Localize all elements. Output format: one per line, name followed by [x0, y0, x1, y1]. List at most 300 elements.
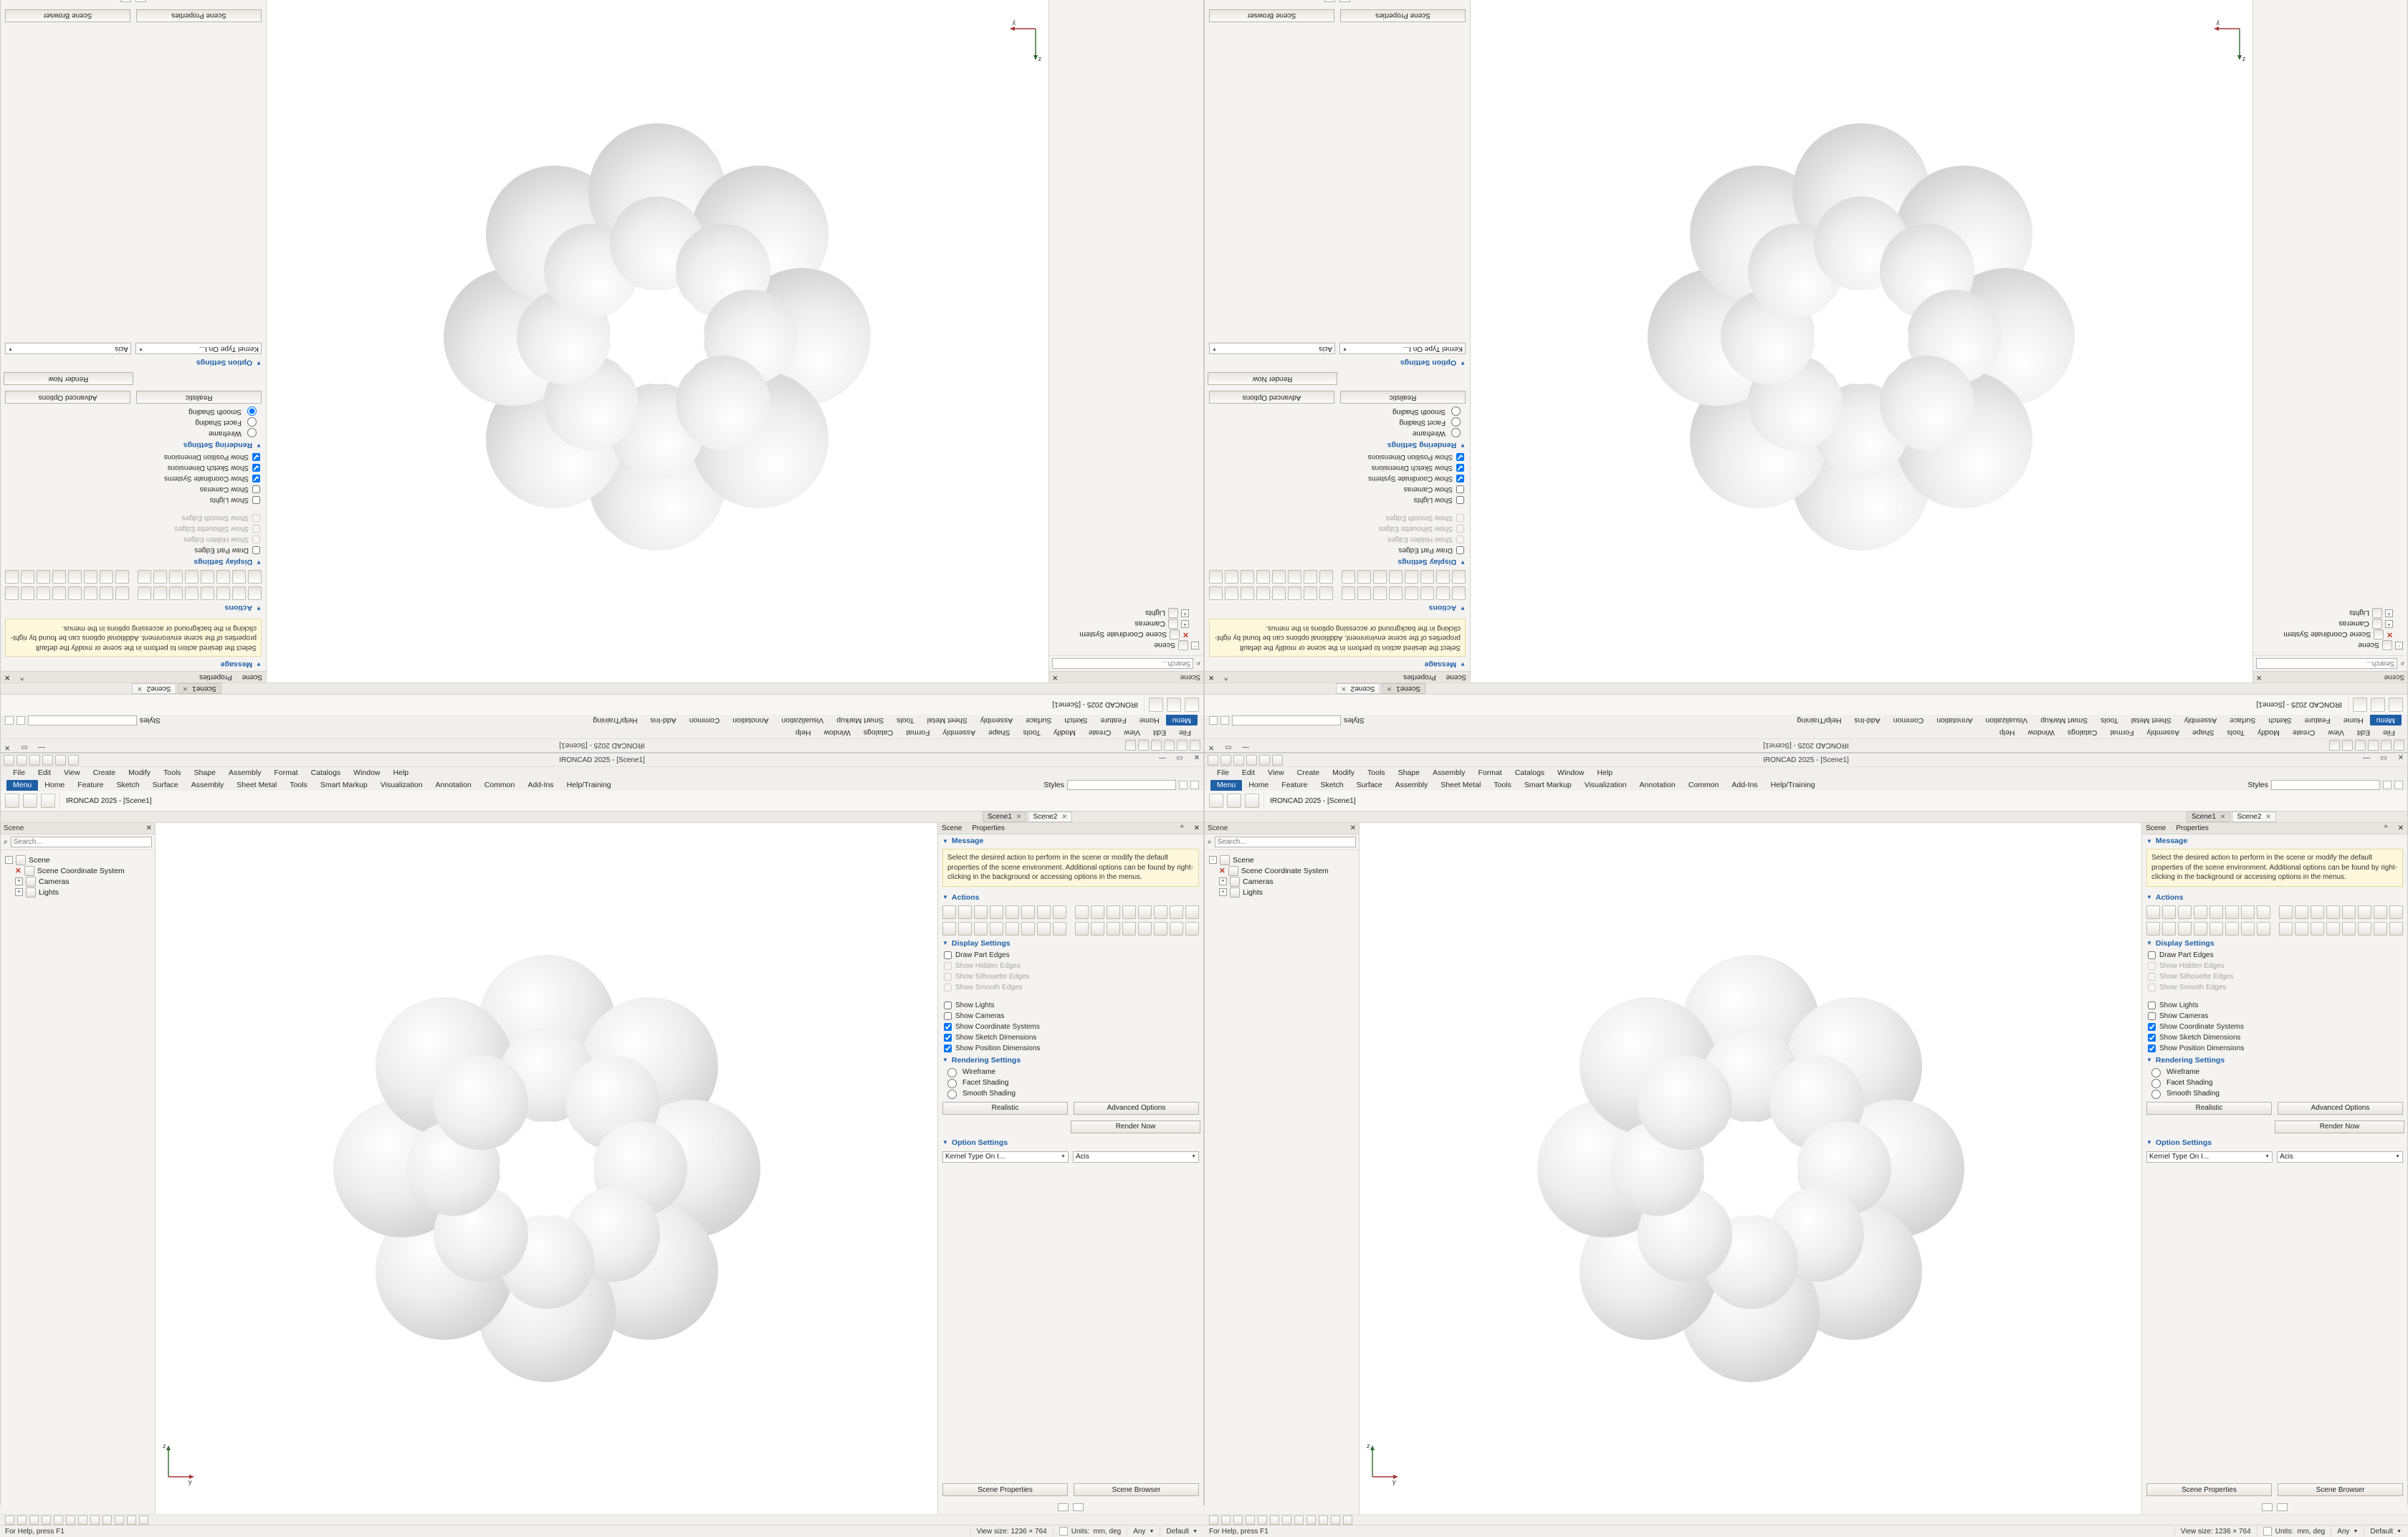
ribbon-search-input[interactable]	[28, 715, 137, 725]
show-cameras-checkbox[interactable]	[944, 1012, 952, 1020]
texture-icon[interactable]	[2326, 922, 2340, 936]
ribbon-tab-bar[interactable]	[1205, 715, 2407, 727]
actions-row-2[interactable]	[2142, 920, 2275, 937]
print-icon[interactable]	[1125, 741, 1136, 751]
document-tab-strip[interactable]	[1, 812, 1203, 823]
dock-right-icon[interactable]	[1073, 1503, 1084, 1511]
tab-add-ins[interactable]: Add-Ins	[650, 716, 677, 725]
tab-add-ins[interactable]: Add-Ins	[527, 781, 554, 789]
help-icon[interactable]	[1190, 781, 1199, 789]
show-sketch-dimensions-checkbox[interactable]	[252, 465, 260, 472]
show-hidden-edges-checkbox[interactable]	[252, 536, 260, 544]
chevron-down-icon[interactable]: ▼	[1460, 360, 1466, 366]
tab-visualization[interactable]: Visualization	[781, 716, 824, 725]
tab-sheet-metal[interactable]: Sheet Metal	[2131, 716, 2172, 725]
advanced-options-button[interactable]: Advanced Options	[1074, 1102, 1199, 1115]
shell-icon[interactable]	[1256, 587, 1270, 601]
tab-help-training[interactable]: Help/Training	[593, 716, 638, 725]
close-icon[interactable]: ✕	[2220, 813, 2226, 820]
hidden-marker-icon[interactable]: ✕	[2386, 630, 2393, 639]
menu-format[interactable]: Format	[274, 768, 298, 777]
select-icon[interactable]	[942, 905, 956, 919]
tree-node-scene[interactable]	[4, 855, 152, 865]
viewport[interactable]	[156, 823, 937, 1514]
rendering-buttons[interactable]	[1, 389, 266, 407]
show-sketch-dimensions-checkbox[interactable]	[1456, 465, 1464, 472]
scene-properties-button[interactable]: Scene Properties	[2146, 1483, 2272, 1496]
help-icon[interactable]	[5, 716, 14, 725]
model-flower-ring[interactable]	[1529, 946, 1973, 1391]
chevron-down-icon[interactable]: ▼	[942, 1139, 948, 1146]
option-settings-row[interactable]	[1, 341, 266, 357]
tab-feature[interactable]: Feature	[1100, 716, 1127, 725]
grid-icon[interactable]	[1319, 1515, 1328, 1525]
camera-add-icon[interactable]	[1304, 571, 1317, 584]
show-sketch-dimensions-checkbox[interactable]	[944, 1034, 952, 1042]
front-view-icon[interactable]	[54, 1515, 63, 1525]
camera-add-icon[interactable]	[2295, 922, 2308, 936]
revolve-icon[interactable]	[1304, 587, 1317, 601]
scene-properties-button[interactable]: Scene Properties	[136, 9, 262, 22]
bottom-tool-strip[interactable]	[1, 1514, 1203, 1525]
animate-icon[interactable]	[1241, 571, 1254, 584]
checkbox-show-smooth-edges[interactable]	[2142, 982, 2275, 993]
menu-modify[interactable]: Modify	[1053, 728, 1076, 737]
slab-icon[interactable]	[1037, 922, 1051, 936]
extrude-icon[interactable]	[2279, 905, 2293, 919]
doc-tab-scene1[interactable]	[2187, 812, 2230, 822]
render-icon[interactable]	[2342, 922, 2356, 936]
select-icon[interactable]	[1452, 587, 1466, 601]
show-silhouette-edges-checkbox[interactable]	[944, 973, 952, 981]
tab-tools[interactable]: Tools	[2101, 716, 2118, 725]
properties-tab-bar[interactable]	[1, 671, 266, 682]
undo-icon[interactable]	[2355, 741, 2366, 751]
orbit-icon[interactable]	[29, 1515, 39, 1525]
tab-annotation[interactable]: Annotation	[1639, 781, 1676, 789]
menu-format[interactable]: Format	[2110, 728, 2134, 737]
menu-file[interactable]: File	[13, 768, 25, 777]
chevron-down-icon[interactable]: ▼	[942, 1057, 948, 1063]
rendering-options[interactable]	[938, 1067, 1203, 1099]
collapse-icon[interactable]: ^	[20, 673, 24, 681]
box-icon[interactable]	[2146, 922, 2160, 936]
rendering-buttons[interactable]	[2142, 1099, 2407, 1118]
rendering-options[interactable]	[2142, 1067, 2407, 1099]
tab-visualization[interactable]: Visualization	[380, 781, 423, 789]
chevron-down-icon[interactable]: ▼	[1460, 605, 1466, 612]
texture-icon[interactable]	[1272, 571, 1286, 584]
sketch-icon[interactable]	[1342, 571, 1355, 584]
menu-shape[interactable]: Shape	[194, 768, 216, 777]
close-button[interactable]: ✕	[1208, 743, 1215, 751]
show-hidden-edges-checkbox[interactable]	[1456, 536, 1464, 544]
help-icon[interactable]	[2394, 781, 2403, 789]
cylinder-icon[interactable]	[2162, 922, 2176, 936]
minimize-button[interactable]: —	[1242, 743, 1249, 751]
checkbox-show-hidden-edges[interactable]	[2142, 961, 2275, 971]
array-icon[interactable]	[1373, 587, 1387, 601]
camera-icon[interactable]	[1227, 794, 1241, 808]
menu-shape[interactable]: Shape	[1398, 768, 1420, 777]
scale-icon[interactable]	[2194, 905, 2207, 919]
chevron-down-icon[interactable]: ▼	[2146, 1057, 2152, 1063]
actions-row-3[interactable]	[1, 586, 133, 602]
polygon-icon[interactable]	[2225, 922, 2239, 936]
tab-annotation[interactable]: Annotation	[732, 716, 769, 725]
menu-create[interactable]: Create	[1088, 728, 1112, 737]
scene-browser-button[interactable]: Scene Browser	[1074, 1483, 1199, 1496]
chevron-down-icon[interactable]: ▼	[2353, 1528, 2359, 1534]
tab-sketch[interactable]: Sketch	[1064, 716, 1088, 725]
blend-icon[interactable]	[37, 587, 50, 601]
light-icon[interactable]	[41, 794, 55, 808]
quick-access-toolbar[interactable]	[1, 755, 79, 766]
chevron-down-icon[interactable]: ▼	[1212, 346, 1217, 351]
checkbox-show-cameras[interactable]	[1337, 485, 1470, 495]
doc-tab-scene2[interactable]	[132, 683, 176, 694]
tree-node-lights[interactable]	[1208, 887, 1356, 898]
rotate-icon[interactable]	[216, 587, 230, 601]
tab-visualization[interactable]: Visualization	[1985, 716, 2028, 725]
tab-smart-markup[interactable]: Smart Markup	[836, 716, 884, 725]
tab-sheet-metal[interactable]: Sheet Metal	[927, 716, 968, 725]
advanced-options-button[interactable]: Advanced Options	[1209, 391, 1334, 404]
camera-icon[interactable]	[1167, 698, 1181, 712]
camera-add-icon[interactable]	[100, 571, 113, 584]
tab-properties[interactable]: Properties	[2176, 824, 2209, 832]
maximize-button[interactable]: ▭	[21, 743, 28, 751]
chevron-down-icon[interactable]: ▼	[942, 894, 948, 900]
shell-icon[interactable]	[1138, 905, 1152, 919]
smooth-shading-radio[interactable]	[1451, 406, 1461, 416]
display-settings-options[interactable]	[938, 950, 1203, 993]
tab-assembly[interactable]: Assembly	[980, 716, 1013, 725]
ribbon-search-icons[interactable]	[2383, 781, 2403, 789]
tab-annotation[interactable]: Annotation	[435, 781, 472, 789]
checkbox-show-cameras[interactable]	[2142, 1011, 2275, 1022]
box-icon[interactable]	[1452, 571, 1466, 584]
chevron-down-icon[interactable]: ▼	[1191, 1154, 1196, 1159]
checkbox-show-hidden-edges[interactable]	[133, 535, 266, 546]
minimize-button[interactable]: —	[1159, 754, 1166, 762]
checkbox-draw-part-edges[interactable]	[2142, 950, 2275, 961]
menu-help[interactable]: Help	[1999, 728, 2015, 737]
sweep-icon[interactable]	[84, 587, 97, 601]
ribbon-group-scene[interactable]	[2348, 696, 2407, 713]
radio-wireframe[interactable]	[2142, 1067, 2275, 1077]
menu-assembly[interactable]: Assembly	[228, 768, 262, 777]
menu-edit[interactable]: Edit	[2356, 728, 2371, 737]
chevron-down-icon[interactable]: ▼	[1149, 1528, 1155, 1534]
checkbox-show-smooth-edges[interactable]	[938, 982, 1071, 993]
tab-scene[interactable]: Scene	[242, 673, 262, 681]
tab-surface[interactable]: Surface	[1026, 716, 1052, 725]
section-message[interactable]	[1, 658, 266, 671]
camera-add-icon[interactable]	[1091, 922, 1104, 936]
move-icon[interactable]	[958, 905, 972, 919]
tab-properties[interactable]: Properties	[1403, 673, 1436, 681]
radio-smooth-shading[interactable]	[1337, 407, 1470, 418]
actions-row-2[interactable]	[938, 920, 1071, 937]
chevron-down-icon[interactable]: ▼	[2265, 1154, 2270, 1159]
checkbox-show-smooth-edges[interactable]	[1337, 513, 1470, 524]
hidden-marker-icon[interactable]: ✕	[1219, 866, 1226, 875]
display-settings-options[interactable]	[1205, 513, 1470, 556]
show-coordinate-systems-checkbox[interactable]	[944, 1023, 952, 1031]
menu-assembly[interactable]: Assembly	[1432, 768, 1466, 777]
checkbox-draw-part-edges[interactable]	[1337, 546, 1470, 556]
measure-icon[interactable]	[1170, 922, 1183, 936]
dock-indicator[interactable]	[1, 0, 266, 5]
extrude-icon[interactable]	[115, 587, 129, 601]
menu-assembly[interactable]: Assembly	[942, 728, 976, 737]
tab-visualization[interactable]: Visualization	[1584, 781, 1627, 789]
sweep-icon[interactable]	[1107, 905, 1120, 919]
section-option-settings[interactable]	[2142, 1136, 2407, 1149]
checkbox-show-lights[interactable]	[133, 495, 266, 506]
new-icon[interactable]	[4, 755, 14, 766]
expand-icon[interactable]: +	[15, 888, 23, 896]
radio-smooth-shading[interactable]	[938, 1088, 1071, 1099]
array-icon[interactable]	[2225, 905, 2239, 919]
menu-catalogs[interactable]: Catalogs	[310, 768, 341, 777]
extrude-icon[interactable]	[1075, 905, 1089, 919]
sphere-icon[interactable]	[1420, 571, 1434, 584]
light-add-icon[interactable]	[2279, 922, 2293, 936]
tab-tools[interactable]: Tools	[897, 716, 914, 725]
search-icon[interactable]	[1179, 781, 1188, 789]
checkbox-show-lights[interactable]	[1337, 495, 1470, 506]
redo-icon[interactable]	[1259, 755, 1270, 766]
model-flower-ring[interactable]	[436, 115, 880, 559]
checkbox-show-coordinate-systems[interactable]	[2142, 1022, 2275, 1032]
show-lights-checkbox[interactable]	[944, 1001, 952, 1009]
hidden-marker-icon[interactable]: ✕	[15, 866, 22, 875]
undo-icon[interactable]	[42, 755, 53, 766]
polygon-icon[interactable]	[1021, 922, 1035, 936]
dock-left-icon[interactable]	[1058, 1503, 1069, 1511]
radio-wireframe[interactable]	[1337, 429, 1470, 439]
chevron-down-icon[interactable]: ▼	[2146, 940, 2152, 946]
quick-access-toolbar[interactable]	[1125, 741, 1203, 751]
kernel-type-label-box[interactable]	[135, 343, 262, 355]
scene-browser-search[interactable]	[1205, 834, 1359, 850]
menu-window[interactable]: Window	[823, 728, 851, 737]
checkbox-show-position-dimensions[interactable]	[2142, 1043, 2275, 1054]
undo-icon[interactable]	[1246, 755, 1257, 766]
move-icon[interactable]	[1436, 587, 1450, 601]
animate-icon[interactable]	[37, 571, 50, 584]
expand-icon[interactable]: +	[1181, 620, 1189, 628]
checkbox-show-lights[interactable]	[2142, 1000, 2275, 1011]
close-icon[interactable]: ✕	[1386, 685, 1392, 693]
smooth-shading-radio[interactable]	[2151, 1090, 2161, 1099]
facet-shading-radio[interactable]	[2151, 1079, 2161, 1088]
ribbon-tab-bar[interactable]	[1, 715, 1203, 727]
hole-icon[interactable]	[1209, 587, 1223, 601]
tab-home[interactable]: Home	[1139, 716, 1160, 725]
ribbon-group-scene[interactable]	[1144, 696, 1203, 713]
tab-surface[interactable]: Surface	[2230, 716, 2256, 725]
menu-file[interactable]: File	[1217, 768, 1229, 777]
close-icon[interactable]: ✕	[1016, 813, 1022, 820]
tab-sketch[interactable]: Sketch	[2268, 716, 2292, 725]
hole-icon[interactable]	[2389, 905, 2403, 919]
wireframe-mode-icon[interactable]	[102, 1515, 112, 1525]
rendering-buttons[interactable]	[1205, 389, 1470, 407]
close-icon[interactable]: ✕	[1208, 673, 1215, 681]
smooth-shading-radio[interactable]	[947, 1090, 957, 1099]
checkbox-show-sketch-dimensions[interactable]	[938, 1032, 1071, 1043]
dock-indicator[interactable]	[2142, 1500, 2407, 1514]
chamfer-icon[interactable]	[21, 587, 34, 601]
section-display-settings[interactable]	[1, 556, 266, 569]
link-icon[interactable]	[153, 587, 167, 601]
menu-edit[interactable]: Edit	[37, 768, 52, 777]
chevron-down-icon[interactable]: ▼	[256, 661, 262, 668]
section-display-settings[interactable]	[938, 937, 1203, 950]
tab-menu[interactable]: Menu	[2370, 715, 2402, 725]
help-icon[interactable]	[1209, 716, 1218, 725]
radio-wireframe[interactable]	[133, 429, 266, 439]
tree-node-scene[interactable]	[1208, 855, 1356, 865]
wireframe-radio[interactable]	[1451, 428, 1461, 437]
scene-visibility-options[interactable]	[1205, 452, 1470, 506]
box-icon[interactable]	[248, 571, 262, 584]
expand-icon[interactable]: -	[1191, 642, 1199, 649]
tab-annotation[interactable]: Annotation	[1936, 716, 1973, 725]
tree-node-cameras[interactable]	[4, 876, 152, 887]
save-icon[interactable]	[29, 755, 40, 766]
doc-tab-scene1[interactable]	[983, 812, 1026, 822]
tree-node-coordinate-system[interactable]	[1208, 865, 1356, 876]
maximize-button[interactable]: ▭	[2380, 754, 2387, 762]
fit-icon[interactable]	[1246, 1515, 1255, 1525]
tab-feature[interactable]: Feature	[1281, 781, 1308, 789]
zoom-icon[interactable]	[1221, 1515, 1231, 1525]
menu-file[interactable]: File	[2383, 728, 2395, 737]
menu-help[interactable]: Help	[795, 728, 811, 737]
tab-help-training[interactable]: Help/Training	[1770, 781, 1815, 789]
chevron-down-icon[interactable]: ▼	[2397, 1528, 2402, 1534]
show-smooth-edges-checkbox[interactable]	[1456, 515, 1464, 523]
tab-menu[interactable]: Menu	[1210, 780, 1242, 791]
tab-surface[interactable]: Surface	[152, 781, 178, 789]
tab-sheet-metal[interactable]: Sheet Metal	[1440, 781, 1481, 789]
rendering-options[interactable]	[1, 407, 266, 439]
cylinder-icon[interactable]	[1436, 571, 1450, 584]
light-add-icon[interactable]	[1075, 922, 1089, 936]
menu-help[interactable]: Help	[393, 768, 409, 777]
cone-icon[interactable]	[1405, 571, 1418, 584]
dock-right-icon[interactable]	[120, 0, 131, 2]
scene-visibility-options[interactable]	[2142, 1000, 2407, 1054]
hole-icon[interactable]	[5, 587, 19, 601]
tab-scene[interactable]: Scene	[942, 824, 962, 832]
scene-tree[interactable]	[2253, 604, 2407, 655]
menu-edit[interactable]: Edit	[1241, 768, 1256, 777]
dock-left-icon[interactable]	[135, 0, 146, 2]
tab-scene[interactable]: Scene	[1446, 673, 1466, 681]
render-icon[interactable]	[52, 571, 66, 584]
chevron-down-icon[interactable]: ▼	[2395, 1154, 2400, 1159]
new-icon[interactable]	[1190, 741, 1200, 751]
scale-icon[interactable]	[201, 587, 214, 601]
scene-browser-search[interactable]	[1049, 655, 1203, 671]
draw-part-edges-checkbox[interactable]	[2148, 951, 2156, 959]
scale-icon[interactable]	[990, 905, 1003, 919]
actions-row-4[interactable]	[2275, 920, 2407, 937]
new-icon[interactable]	[1208, 755, 1218, 766]
expand-icon[interactable]: +	[1219, 888, 1227, 896]
close-icon[interactable]: ✕	[2265, 813, 2271, 820]
render-now-row[interactable]	[1205, 370, 1470, 389]
tab-assembly[interactable]: Assembly	[2184, 716, 2217, 725]
close-icon[interactable]: ✕	[182, 685, 188, 693]
move-icon[interactable]	[2162, 905, 2176, 919]
chevron-down-icon[interactable]: ▼	[8, 346, 13, 351]
wireframe-radio[interactable]	[947, 1068, 957, 1077]
render-now-row[interactable]	[938, 1118, 1203, 1136]
show-lights-checkbox[interactable]	[252, 497, 260, 505]
texture-icon[interactable]	[68, 571, 82, 584]
checkbox-show-smooth-edges[interactable]	[133, 513, 266, 524]
kernel-type-value-box[interactable]	[5, 343, 131, 355]
measure-icon[interactable]	[2374, 922, 2387, 936]
show-position-dimensions-checkbox[interactable]	[944, 1045, 952, 1052]
blend-icon[interactable]	[2358, 905, 2371, 919]
select-icon[interactable]	[248, 587, 262, 601]
sphere-icon[interactable]	[216, 571, 230, 584]
section-icon[interactable]	[1209, 571, 1223, 584]
checkbox-show-sketch-dimensions[interactable]	[2142, 1032, 2275, 1043]
kernel-type-label-box[interactable]	[1339, 343, 1466, 355]
checkbox-show-cameras[interactable]	[133, 485, 266, 495]
mirror-icon[interactable]	[1005, 905, 1019, 919]
actions-row-4[interactable]	[1071, 920, 1203, 937]
checkbox-show-hidden-edges[interactable]	[938, 961, 1071, 971]
torus-icon[interactable]	[1005, 922, 1019, 936]
search-input[interactable]	[11, 837, 152, 847]
radio-facet-shading[interactable]	[1337, 418, 1470, 429]
radio-smooth-shading[interactable]	[133, 407, 266, 418]
actions-row-1[interactable]	[938, 904, 1071, 920]
ribbon-group-scene[interactable]	[1205, 792, 1264, 809]
tab-surface[interactable]: Surface	[1356, 781, 1382, 789]
tab-common[interactable]: Common	[689, 716, 720, 725]
panel-close-icon[interactable]: ✕	[1052, 673, 1059, 681]
checkbox-show-coordinate-systems[interactable]	[133, 474, 266, 485]
properties-tab-bar[interactable]	[2142, 823, 2407, 834]
redo-icon[interactable]	[2342, 741, 2353, 751]
doc-tab-scene2[interactable]	[2232, 812, 2275, 822]
show-silhouette-edges-checkbox[interactable]	[2148, 973, 2156, 981]
properties-tab-bar[interactable]	[938, 823, 1203, 834]
ribbon-search-input[interactable]	[1232, 715, 1341, 725]
cone-icon[interactable]	[2194, 922, 2207, 936]
tab-tools[interactable]: Tools	[1494, 781, 1511, 789]
bottom-tool-strip[interactable]	[1205, 1514, 2407, 1525]
revolve-icon[interactable]	[1091, 905, 1104, 919]
top-view-icon[interactable]	[66, 1515, 75, 1525]
actions-icon-grid[interactable]	[2142, 904, 2407, 937]
tab-home[interactable]: Home	[2343, 716, 2364, 725]
show-hidden-edges-checkbox[interactable]	[944, 962, 952, 970]
fit-icon[interactable]	[42, 1515, 51, 1525]
section-display-settings[interactable]	[1205, 556, 1470, 569]
scene-visibility-options[interactable]	[1, 452, 266, 506]
